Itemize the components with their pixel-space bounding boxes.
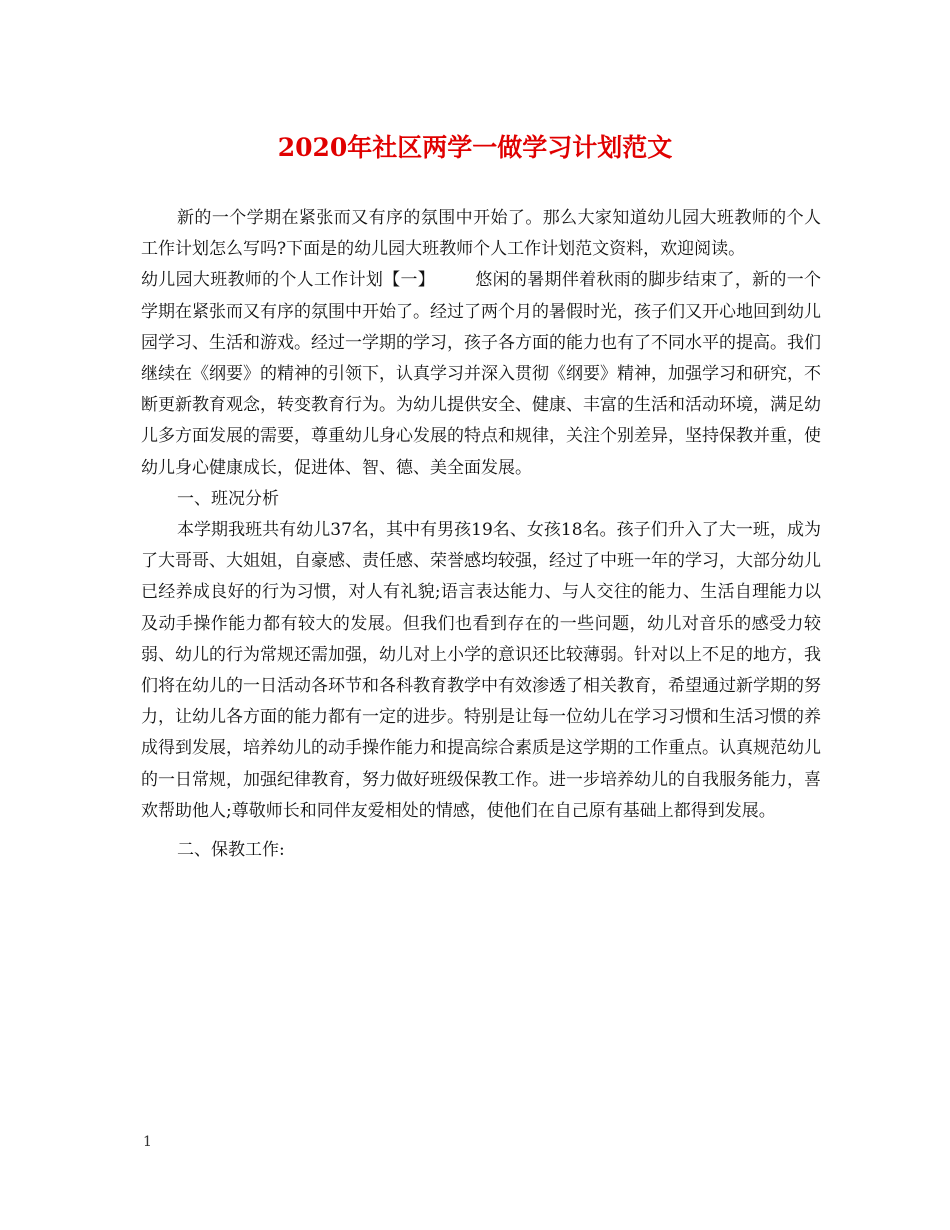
- plan-heading: 幼儿园大班教师的个人工作计划【一】: [141, 270, 436, 291]
- document-body: [141, 203, 821, 866]
- plan-paragraph: [141, 265, 821, 483]
- section1-paragraph: 本学期我班共有幼儿37名，其中有男孩19名、女孩18名。孩子们升入了大一班，成为了大哥哥、大姐姐，自豪感、责任感、荣誉感均较强，经过了中班一年的学习，大部分幼儿已经养成良好的行为习惯，对人有礼貌;语言表达能力、与人交往的能力、生活自理能力以及动手操作能力都有较大的发展。但我们也看到存在的一些问题，幼儿对音乐的感受力较弱、幼儿的行为常规还需加强，幼儿对上小学的意识还比较薄弱。针对以上不足的地方，我们将在幼儿的一日活动各环节和各科教育教学中有效渗透了相关教育，希望通过新学期的努力，让幼儿各方面的能力都有一定的进步。特别是让每一位幼儿在学习习惯和生活习惯的养成得到发展，培养幼儿的动手操作能力和提高综合素质是这学期的工作重点。认真规范幼儿的一日常规，加强纪律教育，努力做好班级保教工作。进一步培养幼儿的自我服务能力，喜欢帮助他人;尊敬师长和同伴友爱相处的情感，使他们在自己原有基础上都得到发展。: [141, 520, 821, 821]
- document-title: 2020年社区两学一做学习计划范文: [277, 133, 673, 162]
- plan-paragraph-text: 悠闲的暑期伴着秋雨的脚步结束了，新的一个学期在紧张而又有序的氛围中开始了。经过了两个月的暑假时光，孩子们又开心地回到幼儿园学习、生活和游戏。经过一学期的学习，孩子各方面的能力也有了不同水平的提高。我们继续在《纲要》的精神的引领下，认真学习并深入贯彻《纲要》精神，加强学习和研究，不断更新教育观念，转变教育行为。为幼儿提供安全、健康、丰富的生活和活动环境，满足幼儿多方面发展的需要，尊重幼儿身心发展的特点和规律，关注个别差异，坚持保教并重，使幼儿身心健康成长，促进体、智、德、美全面发展。: [141, 270, 822, 478]
- section1-heading: 一、班况分析: [177, 488, 279, 509]
- intro-paragraph: 新的一个学期在紧张而又有序的氛围中开始了。那么大家知道幼儿园大班教师的个人工作计划怎么写吗?下面是的幼儿园大班教师个人工作计划范文资料，欢迎阅读。: [141, 208, 821, 260]
- page-number: 1: [143, 1134, 152, 1150]
- section2-heading: 二、保教工作:: [177, 840, 285, 861]
